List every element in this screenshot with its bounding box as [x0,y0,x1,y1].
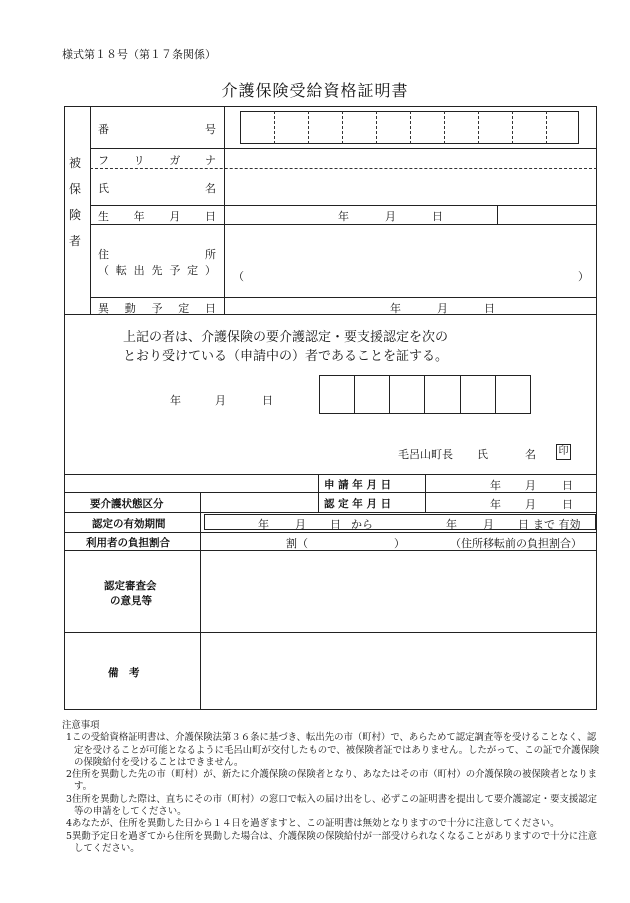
row-line [64,532,597,533]
mayor-label: 毛呂山町長 [398,448,453,461]
digit-divider [274,111,275,144]
address-paren-open: （ [233,270,244,283]
label-char: 定 [187,264,199,277]
label-char: 日 [205,302,216,315]
label-char: 月 [169,210,181,223]
note-item: 5異動予定日を過ぎてから住所を異動した場合は、介護保険の保険給付が一部受けられなくなることがありますので十分に注意してください。 [66,830,597,854]
application-date-label: 申 請 年 月 日 [324,479,392,491]
label-char: 住 [98,248,109,261]
form-number: 様式第１８号（第１７条関係） [62,48,216,61]
label-char: 番 [98,123,109,136]
page-title: 介護保険受給資格証明書 [221,81,409,100]
label-char: 生 [98,210,109,223]
period-end-day-unit: 日 [518,518,529,531]
label-char: リ [133,154,145,167]
birth-month-unit: 月 [385,210,396,223]
period-end-month-unit: 月 [483,518,494,531]
period-start-month-unit: 月 [295,518,306,531]
digit-divider [410,111,411,144]
divider [200,492,201,710]
digit-divider [342,111,343,144]
period-from-text: から [351,518,373,531]
note-item: 2住所を異動した先の市（町村）が、新たに介護保険の保険者となり、あなたはその市（町村）の介護保険の被保険者となります。 [66,769,597,793]
birth-year-unit: 年 [338,210,349,223]
birthdate-label [98,208,216,224]
digit-divider [444,111,445,144]
row-line [64,512,597,513]
insured-label-text: 被保険者 [68,156,81,248]
issue-number-boxes[interactable] [319,375,531,414]
address-sub-label [98,262,216,278]
label-char: 予 [151,302,163,315]
note-item: 3住所を異動した際は、直ちにその市（町村）の窓口で転入の届け出をし、必ずこの証明書を提出して要介護認定・要支援認定等の申請をしてください。 [66,793,597,818]
divider [90,106,91,314]
row-line [90,224,597,225]
label-char: フ [98,154,109,167]
certification-year-unit: 年 [490,498,501,511]
valid-period-label: 認定の有効期間 [92,518,166,530]
label-char: 動 [124,302,136,315]
note-item: 1この受給資格証明書は、介護保険法第３６条に基づき、転出先の市（町村）で、あらためて認定調査等を受けることなく、認定を受けることが可能となるように毛呂山町が交付したもので、被保険者証ではありません。したがって、この証で介護保険の保険給付を受けることはできません。 [66,732,600,768]
label-char: 定 [178,302,190,315]
label-char: ガ [169,154,181,167]
remarks-label: 備 考 [108,667,140,679]
label-char: ナ [204,154,216,167]
certification-date-label: 認 定 年 月 日 [324,498,392,510]
care-level-label: 要介護状態区分 [90,498,164,510]
mayor-name-label-2: 名 [525,448,536,461]
digit-divider [546,111,547,144]
application-year-unit: 年 [490,479,501,492]
move-day-unit: 日 [484,302,495,315]
row-line [90,168,597,169]
notes-section [62,720,602,855]
certification-month-unit: 月 [525,498,536,511]
application-month-unit: 月 [525,479,536,492]
label-char: 年 [133,210,145,223]
official-seal-mark: 印 [556,444,571,460]
label-char: 予 [169,264,181,277]
divider [497,205,498,224]
name-label [98,180,216,196]
notes-heading: 注意事項 [62,720,100,731]
issue-year-unit: 年 [170,394,181,407]
row-line [64,474,597,475]
label-char: 所 [205,248,216,261]
box-divider [495,375,496,414]
label-char: 先 [151,264,163,277]
burden-wari-text: 割（ [286,537,308,550]
birth-day-unit: 日 [432,210,443,223]
burden-ratio-label: 利用者の負担割合 [86,537,170,549]
move-year-unit: 年 [390,302,401,315]
period-end-year-unit: 年 [446,518,457,531]
digit-divider [376,111,377,144]
label-char: 転 [115,264,127,277]
row-line [64,632,597,633]
application-day-unit: 日 [562,479,573,492]
divider [318,474,319,512]
move-date-label [98,300,216,316]
certification-day-unit: 日 [562,498,573,511]
label-char: 名 [205,182,216,195]
label-char: 出 [133,264,145,277]
issue-day-unit: 日 [262,394,273,407]
label-char: 異 [98,302,109,315]
burden-note: （住所移転前の負担割合） [450,537,582,550]
address-label [98,246,216,262]
row-line [90,148,597,149]
number-label [98,121,216,137]
box-divider [354,375,355,414]
digit-divider [512,111,513,144]
digit-divider [478,111,479,144]
row-line [64,492,597,493]
certification-line-2: とおり受けている（申請中の）者であることを証する。 [123,349,449,364]
digit-divider [308,111,309,144]
review-board-opinion-label-2: の意見等 [110,595,152,607]
period-until-text: まで 有効 [533,518,581,531]
box-divider [460,375,461,414]
row-line [90,205,597,206]
period-start-year-unit: 年 [258,518,269,531]
divider [425,474,426,512]
address-paren-close: ） [578,270,589,283]
label-char: 号 [205,123,216,136]
label-char: （ [98,264,109,277]
label-char: 日 [204,210,216,223]
label-char: 氏 [98,182,109,195]
note-item: 4あなたが、住所を異動した日から１４日を過ぎますと、この証明書は無効となりますので十分に注意してください。 [66,818,560,830]
certification-line-1: 上記の者は、介護保険の要介護認定・要支援認定を次の [123,330,449,345]
box-divider [389,375,390,414]
furigana-label [98,152,216,168]
row-line [90,297,597,298]
burden-paren-close: ） [394,537,405,550]
move-month-unit: 月 [437,302,448,315]
label-char: ） [204,264,216,277]
issue-month-unit: 月 [215,394,226,407]
insured-label [68,150,82,254]
period-start-day-unit: 日 [330,518,341,531]
divider [224,106,225,314]
review-board-opinion-label-1: 認定審査会 [104,580,157,592]
box-divider [424,375,425,414]
mayor-name-label-1: 氏 [477,448,488,461]
